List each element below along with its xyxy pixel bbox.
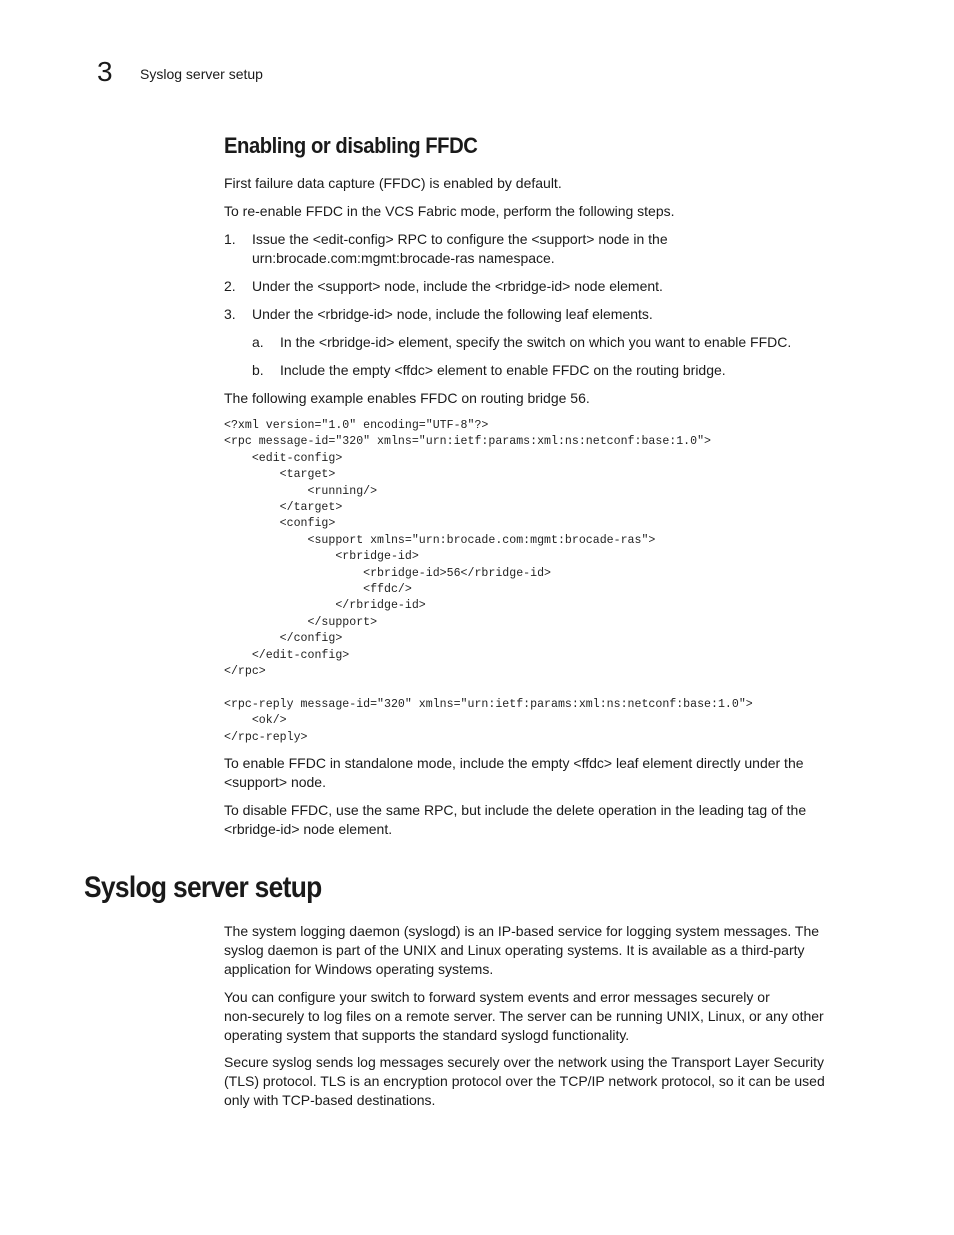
paragraph-line: <rbridge-id> node element. <box>224 821 393 837</box>
step-number: 1. <box>224 231 236 247</box>
section-heading-ffdc: Enabling or disabling FFDC <box>224 133 478 158</box>
example-intro: The following example enables FFDC on routing bridge 56. <box>224 390 590 406</box>
code-example: <?xml version="1.0" encoding="UTF-8"?> <rpc message-id="320" xmlns="urn:ietf:params:xml:ns:netconf:base:1.0"> <edit-config> <target> <running/> </target> <config> <support xmlns="urn:brocade.com:mgmt:brocade-ras"> <rbridge-id> <rbridge-id>56</rbridge-id> <ffdc/> </rbridge-id> </support> </config> </edit-config> </rpc> <rpc-reply message-id="320" xmlns="urn:ietf:params:xml:ns:netconf:base:1.0"> <ok/> </rpc-reply> <box>224 419 753 744</box>
paragraph-line: The system logging daemon (syslogd) is an IP-based service for logging system messages. The <box>224 923 820 939</box>
paragraph-line: operating system that supports the standard syslogd functionality. <box>224 1027 630 1043</box>
paragraph-line: application for Windows operating systems. <box>224 961 494 977</box>
step-text: Under the <rbridge-id> node, include the following leaf elements. <box>252 306 653 322</box>
substep-letter: b. <box>252 362 264 378</box>
running-title: Syslog server setup <box>140 66 263 82</box>
step-text: Issue the <edit-config> RPC to configure the <support> node in the <box>252 231 668 247</box>
paragraph-line: To enable FFDC in standalone mode, include the empty <ffdc> leaf element directly under the <box>224 755 804 771</box>
paragraph-line: You can configure your switch to forward system events and error messages securely or <box>224 989 770 1005</box>
ffdc-intro-2: To re-enable FFDC in the VCS Fabric mode, perform the following steps. <box>224 203 675 219</box>
ffdc-intro-1: First failure data capture (FFDC) is enabled by default. <box>224 175 562 191</box>
syslog-paragraph-1 <box>224 922 854 979</box>
substep-text: In the <rbridge-id> element, specify the switch on which you want to enable FFDC. <box>280 334 792 350</box>
chapter-number: 3 <box>97 56 113 87</box>
paragraph-line: only with TCP-based destinations. <box>224 1092 436 1108</box>
paragraph-line: non-securely to log files on a remote server. The server can be running UNIX, Linux, or any other <box>224 1008 824 1024</box>
paragraph-line: <support> node. <box>224 774 326 790</box>
step-text: urn:brocade.com:mgmt:brocade-ras namespace. <box>252 250 555 266</box>
standalone-paragraph <box>224 754 854 792</box>
substep-item <box>252 361 852 380</box>
syslog-paragraph-3 <box>224 1053 854 1110</box>
step-item <box>224 305 854 324</box>
syslog-paragraph-2 <box>224 988 854 1045</box>
substep-text: Include the empty <ffdc> element to enable FFDC on the routing bridge. <box>280 362 726 378</box>
step-number: 2. <box>224 278 236 294</box>
paragraph-line: syslog daemon is part of the UNIX and Linux operating systems. It is available as a third-party <box>224 942 805 958</box>
substep-letter: a. <box>252 334 264 350</box>
step-item <box>224 230 854 268</box>
paragraph-line: Secure syslog sends log messages securely over the network using the Transport Layer Security <box>224 1054 824 1070</box>
disable-paragraph <box>224 801 854 839</box>
paragraph-line: To disable FFDC, use the same RPC, but include the delete operation in the leading tag of the <box>224 802 807 818</box>
paragraph-line: (TLS) protocol. TLS is an encryption protocol over the TCP/IP network protocol, so it can be used <box>224 1073 825 1089</box>
substep-item <box>252 333 852 352</box>
section-heading-syslog: Syslog server setup <box>84 871 322 904</box>
step-text: Under the <support> node, include the <rbridge-id> node element. <box>252 278 663 294</box>
step-number: 3. <box>224 306 236 322</box>
step-item <box>224 277 854 296</box>
